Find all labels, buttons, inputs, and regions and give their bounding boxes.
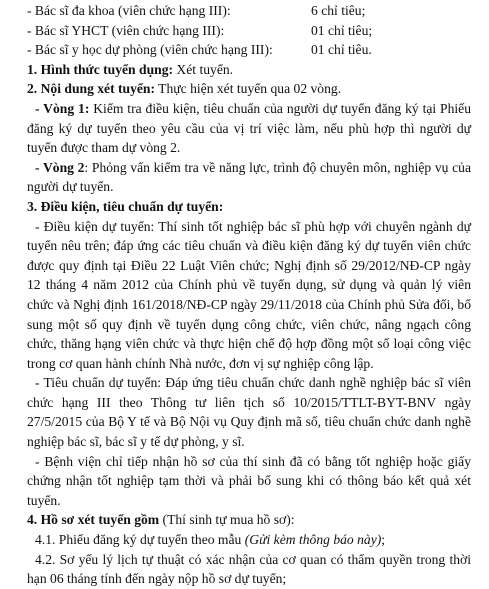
item-end: ; (381, 532, 386, 548)
position-quota: 6 chỉ tiêu; (311, 3, 366, 18)
position-quota: 01 chỉ tiêu. (311, 42, 372, 58)
position-label: - Bác sĩ YHCT (viên chức hạng III): (27, 22, 225, 38)
standards-paragraph: - Tiêu chuẩn dự tuyển: Đáp ứng tiêu chuẩn chức danh nghề nghiệp bác sĩ viên chức hạng III theo Thông tư liên tịch số 10/2015/TTLT-BYT-BNV ngày 27/5/2015 của Bộ Y tế và Bộ Nội vụ Quy định mã số, tiêu chuẩn chức danh nghề nghiệp bác sĩ, bác sĩ y tế dự phòng, y sĩ. (27, 375, 471, 450)
position-row (27, 21, 471, 41)
section-documents (27, 510, 471, 530)
round-2-paragraph (27, 158, 471, 197)
round-label: - Vòng 1: (35, 100, 90, 116)
section-text: Xét tuyển. (173, 61, 234, 77)
section-text: Thực hiện xét tuyển qua 02 vòng. (155, 81, 342, 97)
round-text: Kiểm tra điều kiện, tiêu chuẩn của người dự tuyển đăng ký tại Phiếu đăng ký dự tuyển theo yêu cầu của vị trí việc làm, nếu phù hợp thì người dự tuyển được tham dự vòng 2. (27, 100, 472, 156)
round-1-paragraph (27, 99, 471, 158)
section-heading: 4. Hồ sơ xét tuyển gồm (27, 512, 160, 528)
section-heading: 2. Nội dung xét tuyển: (27, 81, 156, 97)
note-paragraph: - Bệnh viện chỉ tiếp nhận hồ sơ của thí sinh đã có bằng tốt nghiệp hoặc giấy chứng nhận tốt nghiệp tạm thời và phải bổ sung khi có thông báo kết quả xét tuyển. (27, 453, 471, 508)
item-note: (Gửi kèm thông báo này) (244, 532, 382, 548)
section-recruitment-content (27, 79, 471, 99)
conditions-paragraph: - Điều kiện dự tuyển: Thí sinh tốt nghiệp bác sĩ phù hợp với chuyên ngành dự tuyển nêu trên; đáp ứng các tiêu chuẩn và điều kiện đăng ký dự tuyển viên chức được quy định tại Điều 22 Luật Viên chức; Nghị định số 29/2012/NĐ-CP ngày 12 tháng 4 năm 2012 của Chính phủ về tuyển dụng, sử dụng và quản lý viên chức và Nghị định 161/2018/NĐ-CP ngày 29/11/2018 của Chính phủ Sửa đổi, bổ sung một số quy định về tuyển dụng công chức, viên chức, nâng ngạch công chức, thăng hạng viên chức và thực hiện chế độ hợp đồng một số loại công việc trong cơ quan hành chính Nhà nước, đơn vị sự nghiệp công lập. (27, 218, 471, 371)
document-item-1 (27, 530, 471, 550)
section-heading: 1. Hình thức tuyển dụng: (27, 61, 174, 77)
section-conditions-heading: 3. Điều kiện, tiêu chuẩn dự tuyển: (27, 198, 224, 214)
section-note: (Thí sinh tự mua hồ sơ): (159, 512, 295, 528)
position-quota: 01 chỉ tiêu; (311, 22, 373, 38)
document-item-2: 4.2. Sơ yếu lý lịch tự thuật có xác nhận của cơ quan có thẩm quyền trong thời hạn 06 tháng tính đến ngày nộp hồ sơ dự tuyển; (27, 551, 471, 587)
section-recruitment-form (27, 60, 471, 80)
position-row (27, 1, 471, 21)
position-row (27, 40, 471, 60)
position-label: - Bác sĩ y học dự phòng (viên chức hạng III): (27, 42, 273, 58)
round-text: : Phỏng vấn kiểm tra về năng lực, trình độ chuyên môn, nghiệp vụ của người dự tuyển. (27, 159, 471, 195)
round-label: - Vòng 2 (35, 159, 85, 175)
position-label: - Bác sĩ đa khoa (viên chức hạng III): (27, 3, 231, 18)
item-text: 4.1. Phiếu đăng ký dự tuyển theo mẫu (35, 532, 245, 548)
